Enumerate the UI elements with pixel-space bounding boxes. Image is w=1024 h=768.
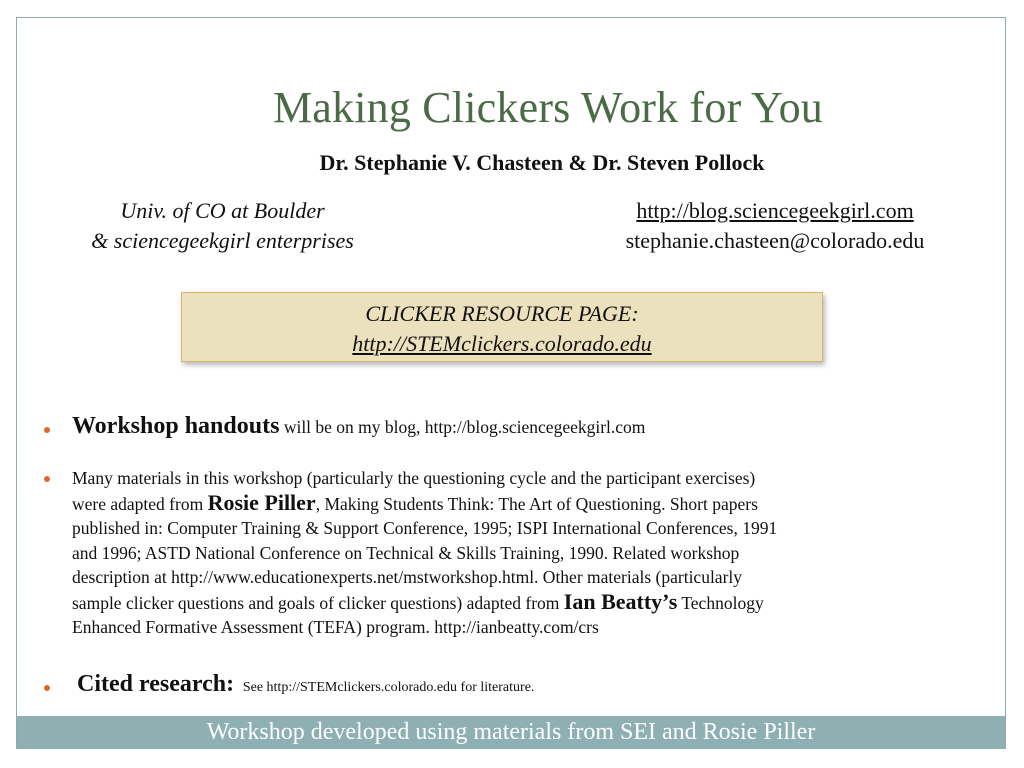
bullet-dot-icon <box>44 685 50 691</box>
bullet-cited-research <box>77 672 982 701</box>
bullet-materials <box>72 466 977 640</box>
bullet-heading: Cited research: <box>77 671 235 697</box>
affiliation-line-2: & sciencegeekgirl enterprises <box>91 228 354 253</box>
email-text: stephanie.chasteen@colorado.edu <box>625 228 925 253</box>
slide-title: Making Clickers Work for You <box>272 83 823 132</box>
bullet-text-line: Many materials in this workshop (particularly the questioning cycle and the participant exercises) <box>72 468 756 488</box>
slide-authors: Dr. Stephanie V. Chasteen & Dr. Steven Pollock <box>319 150 765 175</box>
bullet-workshop-handouts <box>72 414 977 440</box>
resource-callout <box>181 292 823 362</box>
affiliation <box>30 196 415 256</box>
blog-link[interactable]: http://blog.sciencegeekgirl.com <box>636 198 914 223</box>
bullet-text-line: published in: Computer Training & Support Conference, 1995; ISPI International Conferences, 1991 <box>72 518 778 538</box>
bullet-text-line: Enhanced Formative Assessment (TEFA) program. http://ianbeatty.com/crs <box>72 617 599 637</box>
footer-text: Workshop developed using materials from SEI and Rosie Piller <box>206 719 816 745</box>
bullet-text: See http://STEMclickers.colorado.edu for literature. <box>242 680 535 695</box>
bullet-dot-icon <box>44 427 50 433</box>
bullet-text: will be on my blog, http://blog.sciencegeekgirl.com <box>279 417 646 437</box>
bullet-text-line: and 1996; ASTD National Conference on Technical & Skills Training, 1990. Related workshop <box>72 542 740 563</box>
author-name: Ian Beatty’s <box>563 588 678 614</box>
resource-link[interactable]: http://STEMclickers.colorado.edu <box>352 331 652 356</box>
affiliation-line-1: Univ. of CO at Boulder <box>120 198 325 223</box>
resource-label: CLICKER RESOURCE PAGE: <box>365 301 639 326</box>
contact-info <box>560 196 990 256</box>
bullet-text-line: were adapted from Rosie Piller, Making Students Think: The Art of Questioning. Short papers <box>72 489 758 515</box>
bullet-text-line: sample clicker questions and goals of clicker questions) adapted from Ian Beatty’s Technology <box>72 588 764 614</box>
footer-bar <box>17 716 1005 749</box>
bullet-dot-icon <box>44 476 50 482</box>
bullet-heading: Workshop handouts <box>72 413 280 439</box>
author-name: Rosie Piller <box>207 489 316 515</box>
bullet-text-line: description at http://www.educationexperts.net/mstworkshop.html. Other materials (particularly <box>72 567 743 587</box>
